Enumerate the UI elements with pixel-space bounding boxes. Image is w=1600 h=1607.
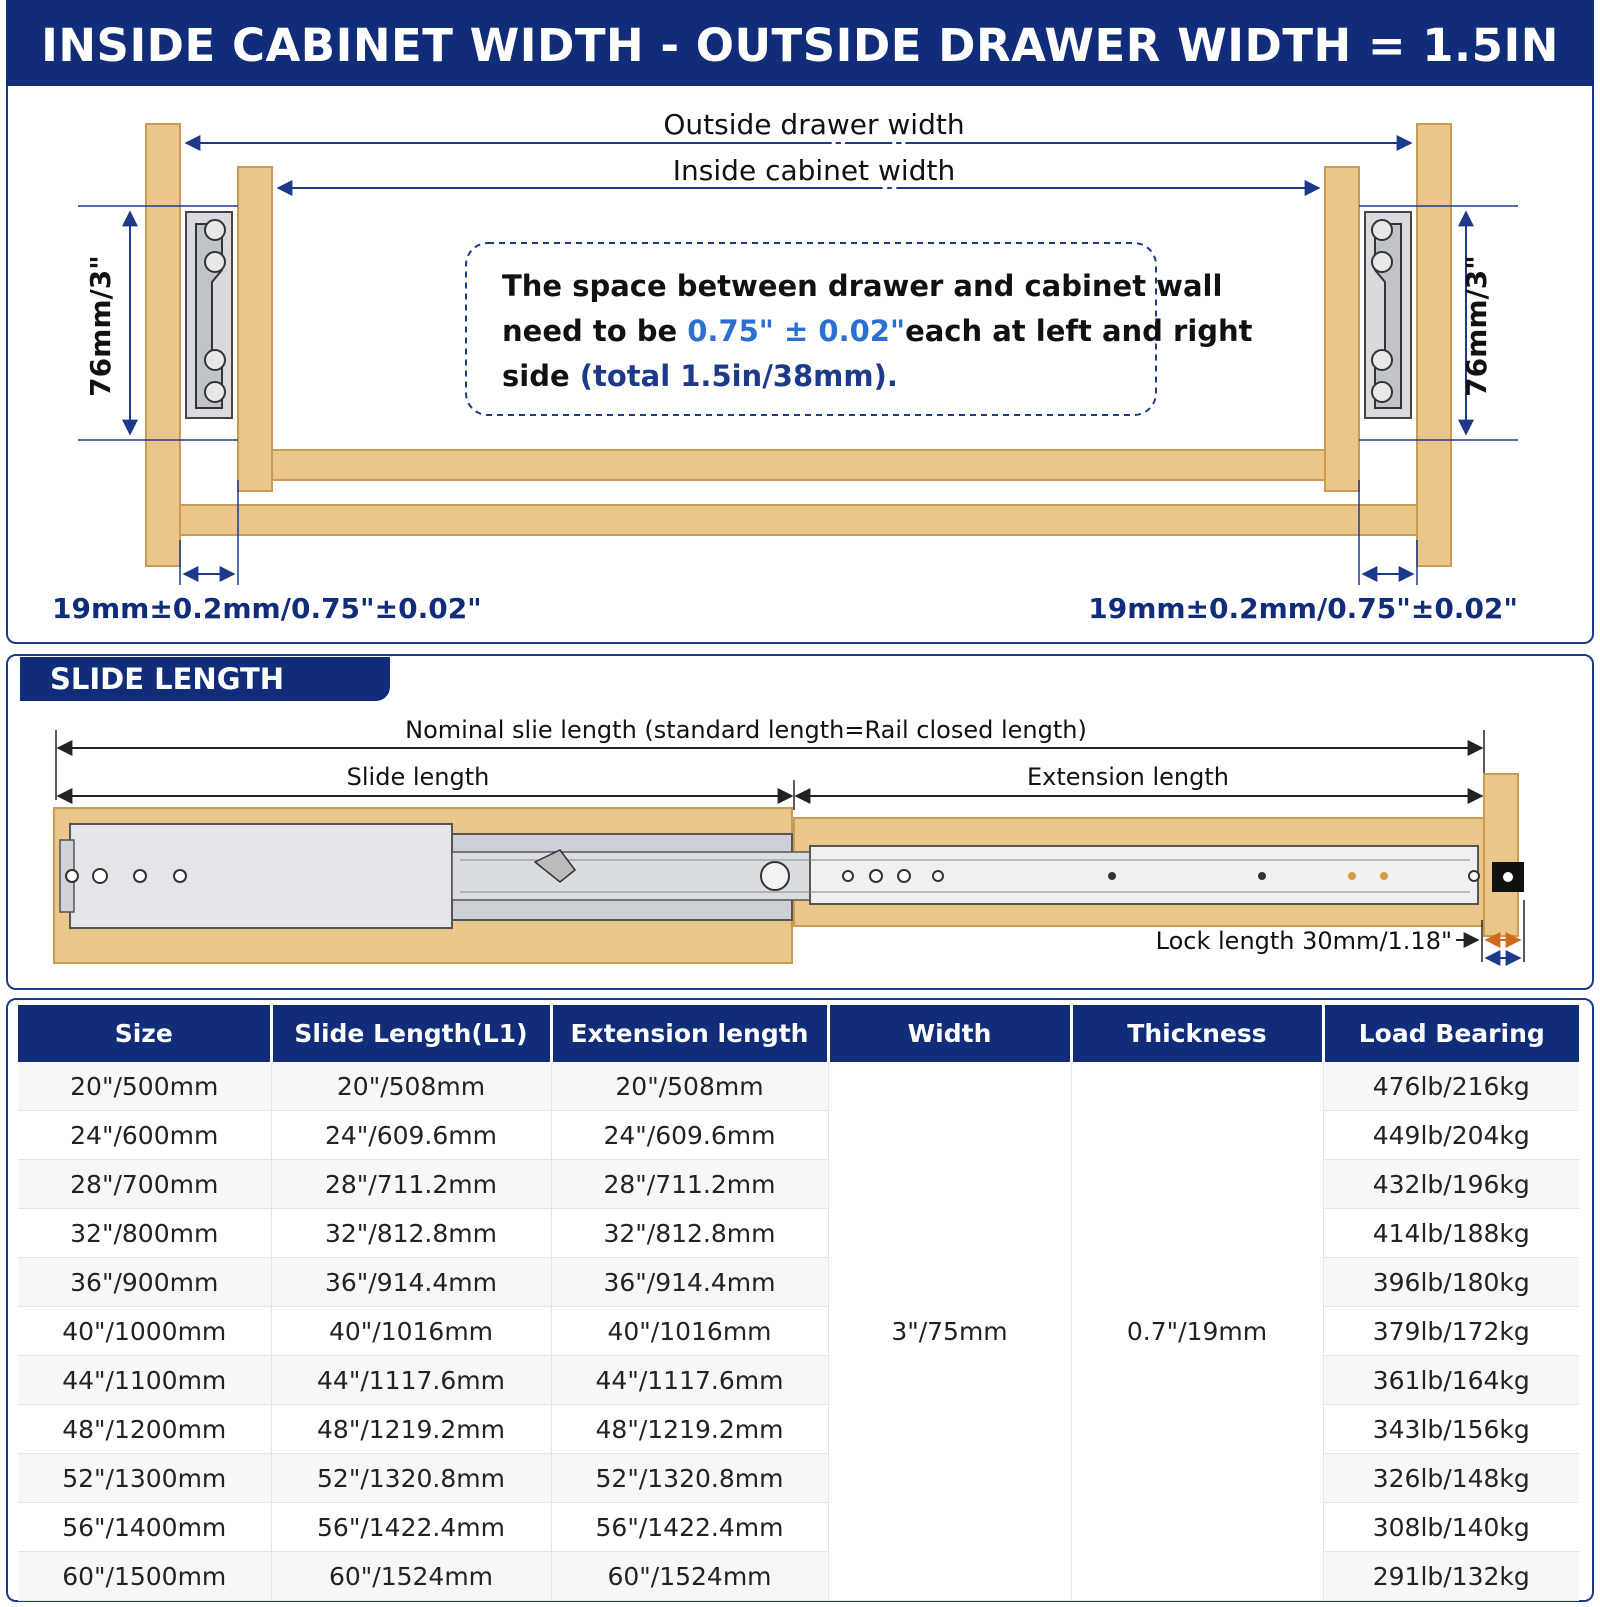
table-row xyxy=(18,1160,1579,1209)
load-bearing-cell: 432lb/196kg xyxy=(1323,1160,1579,1209)
header-slide-length: Slide Length(L1) xyxy=(271,1005,551,1062)
size-cell: 20"/500mm xyxy=(18,1062,271,1111)
slide-length-cell: 56"/1422.4mm xyxy=(271,1503,551,1552)
lock-length-label: Lock length 30mm/1.18" xyxy=(1155,927,1452,955)
size-cell: 28"/700mm xyxy=(18,1160,271,1209)
slide-length-cell: 44"/1117.6mm xyxy=(271,1356,551,1405)
header-load-bearing: Load Bearing xyxy=(1323,1005,1579,1062)
extension-length-cell: 24"/609.6mm xyxy=(551,1111,828,1160)
note-highlight-total: (total 1.5in/38mm). xyxy=(579,359,898,393)
outside-width-label: Outside drawer width xyxy=(663,108,965,141)
size-cell: 36"/900mm xyxy=(18,1258,271,1307)
size-cell: 60"/1500mm xyxy=(18,1552,271,1601)
slide-length-cell: 36"/914.4mm xyxy=(271,1258,551,1307)
size-cell: 44"/1100mm xyxy=(18,1356,271,1405)
extension-length-cell: 48"/1219.2mm xyxy=(551,1405,828,1454)
size-cell: 52"/1300mm xyxy=(18,1454,271,1503)
width-cell: 3"/75mm xyxy=(828,1062,1071,1601)
slide-guide-tab: SLIDE LENGTH GUIDE xyxy=(20,657,390,701)
extension-length-label: Extension length xyxy=(1027,763,1229,791)
extension-length-cell: 32"/812.8mm xyxy=(551,1209,828,1258)
slide-guide-diagram xyxy=(0,700,1600,990)
load-bearing-cell: 326lb/148kg xyxy=(1323,1454,1579,1503)
cabinet-wall-right xyxy=(1417,124,1451,566)
thickness-cell: 0.7"/19mm xyxy=(1071,1062,1323,1601)
page-title: INSIDE CABINET WIDTH - OUTSIDE DRAWER WIDTH = 1.5IN xyxy=(6,0,1594,86)
extension-length-cell: 44"/1117.6mm xyxy=(551,1356,828,1405)
table-row xyxy=(18,1503,1579,1552)
gap-label-left: 19mm±0.2mm/0.75"±0.02" xyxy=(52,592,482,625)
extension-length-cell: 60"/1524mm xyxy=(551,1552,828,1601)
drawer-bottom xyxy=(272,450,1325,480)
nominal-length-label: Nominal slie length (standard length=Rail closed length) xyxy=(405,716,1087,744)
cabinet-wall-left xyxy=(146,124,180,566)
table-row xyxy=(18,1209,1579,1258)
cabinet-bottom xyxy=(180,505,1417,535)
note-highlight-tolerance: 0.75" ± 0.02" xyxy=(687,314,906,348)
slide-length-cell: 28"/711.2mm xyxy=(271,1160,551,1209)
height-label-right: 76mm/3" xyxy=(1460,255,1493,397)
load-bearing-cell: 343lb/156kg xyxy=(1323,1405,1579,1454)
load-bearing-cell: 396lb/180kg xyxy=(1323,1258,1579,1307)
slide-length-cell: 40"/1016mm xyxy=(271,1307,551,1356)
drawer-front-board xyxy=(1484,774,1518,936)
drawer-side-right xyxy=(1325,167,1359,491)
table-row xyxy=(18,1356,1579,1405)
slide-length-cell: 60"/1524mm xyxy=(271,1552,551,1601)
size-cell: 32"/800mm xyxy=(18,1209,271,1258)
table-row xyxy=(18,1552,1579,1601)
drawer-side-left xyxy=(238,167,272,491)
gap-label-right: 19mm±0.2mm/0.75"±0.02" xyxy=(1088,592,1518,625)
load-bearing-cell: 379lb/172kg xyxy=(1323,1307,1579,1356)
table-row xyxy=(18,1062,1579,1111)
header-extension-length: Extension length xyxy=(551,1005,828,1062)
inside-width-label: Inside cabinet width xyxy=(672,154,956,187)
extension-length-cell: 36"/914.4mm xyxy=(551,1258,828,1307)
load-bearing-cell: 291lb/132kg xyxy=(1323,1552,1579,1601)
slide-length-cell: 32"/812.8mm xyxy=(271,1209,551,1258)
extension-length-cell: 20"/508mm xyxy=(551,1062,828,1111)
table-row xyxy=(18,1307,1579,1356)
note-line-2: need to be 0.75" ± 0.02"each at left and right xyxy=(502,314,1253,348)
note-line-1: The space between drawer and cabinet wall xyxy=(502,269,1223,303)
slide-length-cell: 48"/1219.2mm xyxy=(271,1405,551,1454)
header-size: Size xyxy=(18,1005,271,1062)
load-bearing-cell: 308lb/140kg xyxy=(1323,1503,1579,1552)
slide-length-cell: 20"/508mm xyxy=(271,1062,551,1111)
extension-length-cell: 56"/1422.4mm xyxy=(551,1503,828,1552)
table-row xyxy=(18,1258,1579,1307)
load-bearing-cell: 449lb/204kg xyxy=(1323,1111,1579,1160)
height-label-left: 76mm/3" xyxy=(84,255,117,397)
cabinet-diagram xyxy=(0,0,1600,645)
size-cell: 24"/600mm xyxy=(18,1111,271,1160)
slide-profile-left xyxy=(186,212,232,418)
load-bearing-cell: 361lb/164kg xyxy=(1323,1356,1579,1405)
extension-length-cell: 40"/1016mm xyxy=(551,1307,828,1356)
size-cell: 40"/1000mm xyxy=(18,1307,271,1356)
slide-length-cell: 24"/609.6mm xyxy=(271,1111,551,1160)
load-bearing-cell: 476lb/216kg xyxy=(1323,1062,1579,1111)
table-row xyxy=(18,1454,1579,1503)
spec-table xyxy=(18,1005,1579,1601)
table-row xyxy=(18,1111,1579,1160)
header-thickness: Thickness xyxy=(1071,1005,1323,1062)
slide-profile-right xyxy=(1365,212,1411,418)
table-header-row xyxy=(18,1005,1579,1062)
table-row xyxy=(18,1405,1579,1454)
load-bearing-cell: 414lb/188kg xyxy=(1323,1209,1579,1258)
header-width: Width xyxy=(828,1005,1071,1062)
slide-length-label: Slide length xyxy=(346,763,490,791)
size-cell: 56"/1400mm xyxy=(18,1503,271,1552)
extension-length-cell: 28"/711.2mm xyxy=(551,1160,828,1209)
note-line-3: side (total 1.5in/38mm). xyxy=(502,359,898,393)
extension-length-cell: 52"/1320.8mm xyxy=(551,1454,828,1503)
slide-length-cell: 52"/1320.8mm xyxy=(271,1454,551,1503)
size-cell: 48"/1200mm xyxy=(18,1405,271,1454)
